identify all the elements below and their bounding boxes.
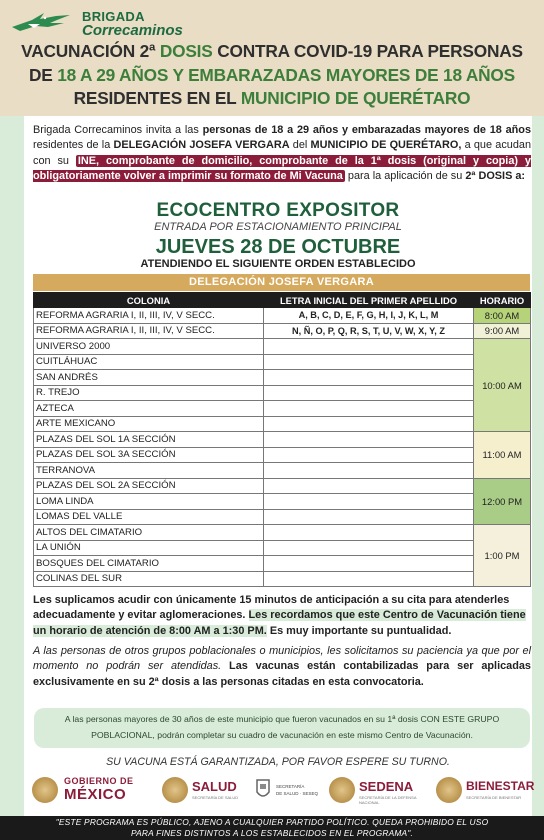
footer-disclaimer [0,816,544,840]
venue-order: ATENDIENDO EL SIGUIENTE ORDEN ESTABLECIDO [140,258,416,270]
table-row [34,478,531,494]
brigada-logo [10,8,200,42]
title-line-1 [0,40,544,64]
salud-logo [162,776,248,806]
letter-cell [264,354,474,370]
letter-cell [264,478,474,494]
salud-text: SALUD [192,779,237,794]
letter-cell [264,416,474,432]
table-row [34,416,531,432]
time-cell: 9:00 AM [474,323,531,339]
header-letra: LETRA INICIAL DEL PRIMER APELLIDO [264,293,474,308]
other-groups-paragraph [33,644,531,690]
header-colonia: COLONIA [34,293,264,308]
venue-date: JUEVES 28 DE OCTUBRE [155,236,401,258]
title-highlight: DOSIS [159,41,213,61]
colonia-cell: UNIVERSO 2000 [34,339,264,355]
gob-line-2: MÉXICO [64,786,127,803]
table-row [34,525,531,541]
header-horario: HORARIO [474,293,531,308]
schedule-highlight: Les recordamos que este Centro de Vacunación tiene un horario de atención de 8:00 AM a 1:30 PM. [33,609,526,637]
other-groups-italic: A las personas de otros grupos poblacionales o municipios, les solicitamos su paciencia ya que por el momento no podrán ser atendidas. [33,645,531,673]
table-row [34,339,531,355]
colonia-cell: ARTE MEXICANO [34,416,264,432]
table-row [34,447,531,463]
letter-cell [264,401,474,417]
colonia-cell: BOSQUES DEL CIMATARIO [34,556,264,572]
punctuality-notice [33,593,531,639]
gobierno-mexico-logo [32,776,144,806]
sedena-subtext: SECRETARÍA DE LA DEFENSA NACIONAL [359,795,417,805]
colonia-cell: AZTECA [34,401,264,417]
title-text: RESIDENTES EN EL [73,88,241,108]
colonia-cell: LOMAS DEL VALLE [34,509,264,525]
time-cell: 1:00 PM [474,525,531,587]
intro-bold: 2ª DOSIS a: [465,169,526,182]
table-row [34,540,531,556]
left-side-strip [0,116,24,816]
venue-entrance: ENTRADA POR ESTACIONAMIENTO PRINCIPAL [154,221,402,233]
colonia-cell: PLAZAS DEL SOL 3A SECCIÓN [34,447,264,463]
intro-text: a que acudan con su [33,139,531,167]
right-side-strip [532,116,544,816]
table-row [34,354,531,370]
bienestar-subtext: SECRETARÍA DE BIENESTAR [466,795,522,800]
bienestar-logo [436,776,535,806]
title-highlight: MUNICIPIO DE QUERÉTARO [240,88,471,108]
colonia-cell: COLINAS DEL SUR [34,571,264,587]
header-banner [0,0,544,116]
intro-text: para la aplicación de su [344,169,466,182]
title-text: VACUNACIÓN 2ª [21,41,160,61]
title-text: CONTRA COVID-19 PARA PERSONAS [212,41,523,61]
main-title [0,40,544,111]
salud-subtext: SECRETARÍA DE SALUD [192,795,239,800]
roadrunner-icon [10,10,72,36]
colonia-cell: REFORMA AGRARIA I, II, III, IV, V SECC. [34,323,264,339]
letter-cell [264,447,474,463]
intro-text: Brigada Correcaminos invita a las [33,124,203,136]
colonia-cell: PLAZAS DEL SOL 1A SECCIÓN [34,432,264,448]
notice-text: Es muy importante su puntualidad. [266,624,452,637]
title-highlight: 18 A 29 AÑOS Y EMBARAZADAS MAYORES DE 18 AÑOS [57,64,515,85]
table-row [34,571,531,587]
venue-block [24,201,532,271]
table-row [34,509,531,525]
title-line-2 [0,64,544,88]
eagle-seal-icon [329,777,355,803]
colonia-cell: LOMA LINDA [34,494,264,510]
colonia-cell: CUITLÁHUAC [34,354,264,370]
table-row [34,463,531,479]
intro-bold: MUNICIPIO DE QUERÉTARO, [310,139,462,152]
bienestar-text: BIENESTAR [466,779,535,793]
brand-line-2: Correcaminos [82,22,183,39]
intro-bold: DELEGACIÓN JOSEFA VERGARA [113,139,290,152]
other-groups-bold: Las vacunas están contabilizadas para ser aplicadas exclusivamente en su 2ª dosis a las personas citadas en esta convocatoria. [33,660,531,688]
venue-name: ECOCENTRO EXPOSITOR [156,200,400,221]
letter-cell [264,370,474,386]
eagle-seal-icon [32,777,58,803]
note-text: A las personas mayores de 30 años de este municipio que fueron vacunados en su 1ª dosis CON ESTE GRUPO POBLACIONAL [64,714,500,740]
colonia-cell: REFORMA AGRARIA I, II, III, IV, V SECC. [34,308,264,324]
sedena-logo [329,776,429,806]
intro-text: residentes de la [33,139,114,152]
notice-text: Les suplicamos acudir con únicamente 15 minutos de anticipación a su cita para atenderles adecuadamente y evitar aglomeraciones. [33,594,510,622]
over-30-note [34,708,530,748]
table-header-row [34,293,531,308]
letter-cell: A, B, C, D, E, F, G, H, I, J, K, L, M [264,308,474,324]
gob-line-1: GOBIERNO DE [64,776,134,786]
queretaro-salud-logo [254,776,320,806]
logos-row [24,774,535,808]
colonia-cell: TERRANOVA [34,463,264,479]
schedule-table [33,292,531,587]
colonia-cell: LA UNIÓN [34,540,264,556]
requirements-highlight: INE, comprobante de domicilio, comprobante de la 1ª dosis (original y copia) y obligatoriamente volver a imprimir su formato de Mi Vacuna [33,154,531,182]
qro-line-1: SECRETARÍA [276,784,305,789]
qro-line-2: DE SALUD · SESEQ [276,791,319,796]
guarantee-text: SU VACUNA ESTÁ GARANTIZADA, POR FAVOR ESPERE SU TURNO. [106,756,450,768]
delegation-banner: DELEGACIÓN JOSEFA VERGARA [33,274,530,291]
colonia-cell: SAN ANDRÉS [34,370,264,386]
brand-line-1: BRIGADA [82,9,145,24]
eagle-seal-icon [162,777,188,803]
intro-bold: personas de 18 a 29 años y embarazadas mayores de 18 años [202,124,531,136]
footer-line-2: PARA FINES DISTINTOS A LOS ESTABLECIDOS EN EL PROGRAMA". [130,828,414,838]
note-text: , podrán completar su cuadro de vacunación en este mismo Centro de Vacunación. [152,729,473,740]
letter-cell [264,494,474,510]
table-row [34,323,531,339]
table-row [34,494,531,510]
letter-cell [264,571,474,587]
queretaro-crest-icon [254,778,272,802]
time-cell: 11:00 AM [474,432,531,479]
table-row [34,432,531,448]
table-row [34,370,531,386]
time-cell: 10:00 AM [474,339,531,432]
title-line-3 [0,87,544,111]
sedena-text: SEDENA [359,779,414,794]
time-cell: 12:00 PM [474,478,531,525]
eagle-seal-icon [436,777,462,803]
letter-cell [264,525,474,541]
table-row [34,385,531,401]
intro-text: del [289,139,311,152]
footer-line-1: "ESTE PROGRAMA ES PÚBLICO, AJENO A CUALQUIER PARTIDO POLÍTICO. QUEDA PROHIBIDO EL USO [55,817,489,827]
title-text: DE [29,64,58,85]
table-row [34,401,531,417]
letter-cell [264,540,474,556]
letter-cell: N, Ñ, O, P, Q, R, S, T, U, V, W, X, Y, Z [264,323,474,339]
letter-cell [264,509,474,525]
colonia-cell: PLAZAS DEL SOL 2A SECCIÓN [34,478,264,494]
letter-cell [264,339,474,355]
letter-cell [264,385,474,401]
letter-cell [264,432,474,448]
table-row [34,308,531,324]
colonia-cell: ALTOS DEL CIMATARIO [34,525,264,541]
table-row [34,556,531,572]
letter-cell [264,556,474,572]
colonia-cell: R. TREJO [34,385,264,401]
letter-cell [264,463,474,479]
intro-paragraph [33,123,531,184]
time-cell: 8:00 AM [474,308,531,324]
